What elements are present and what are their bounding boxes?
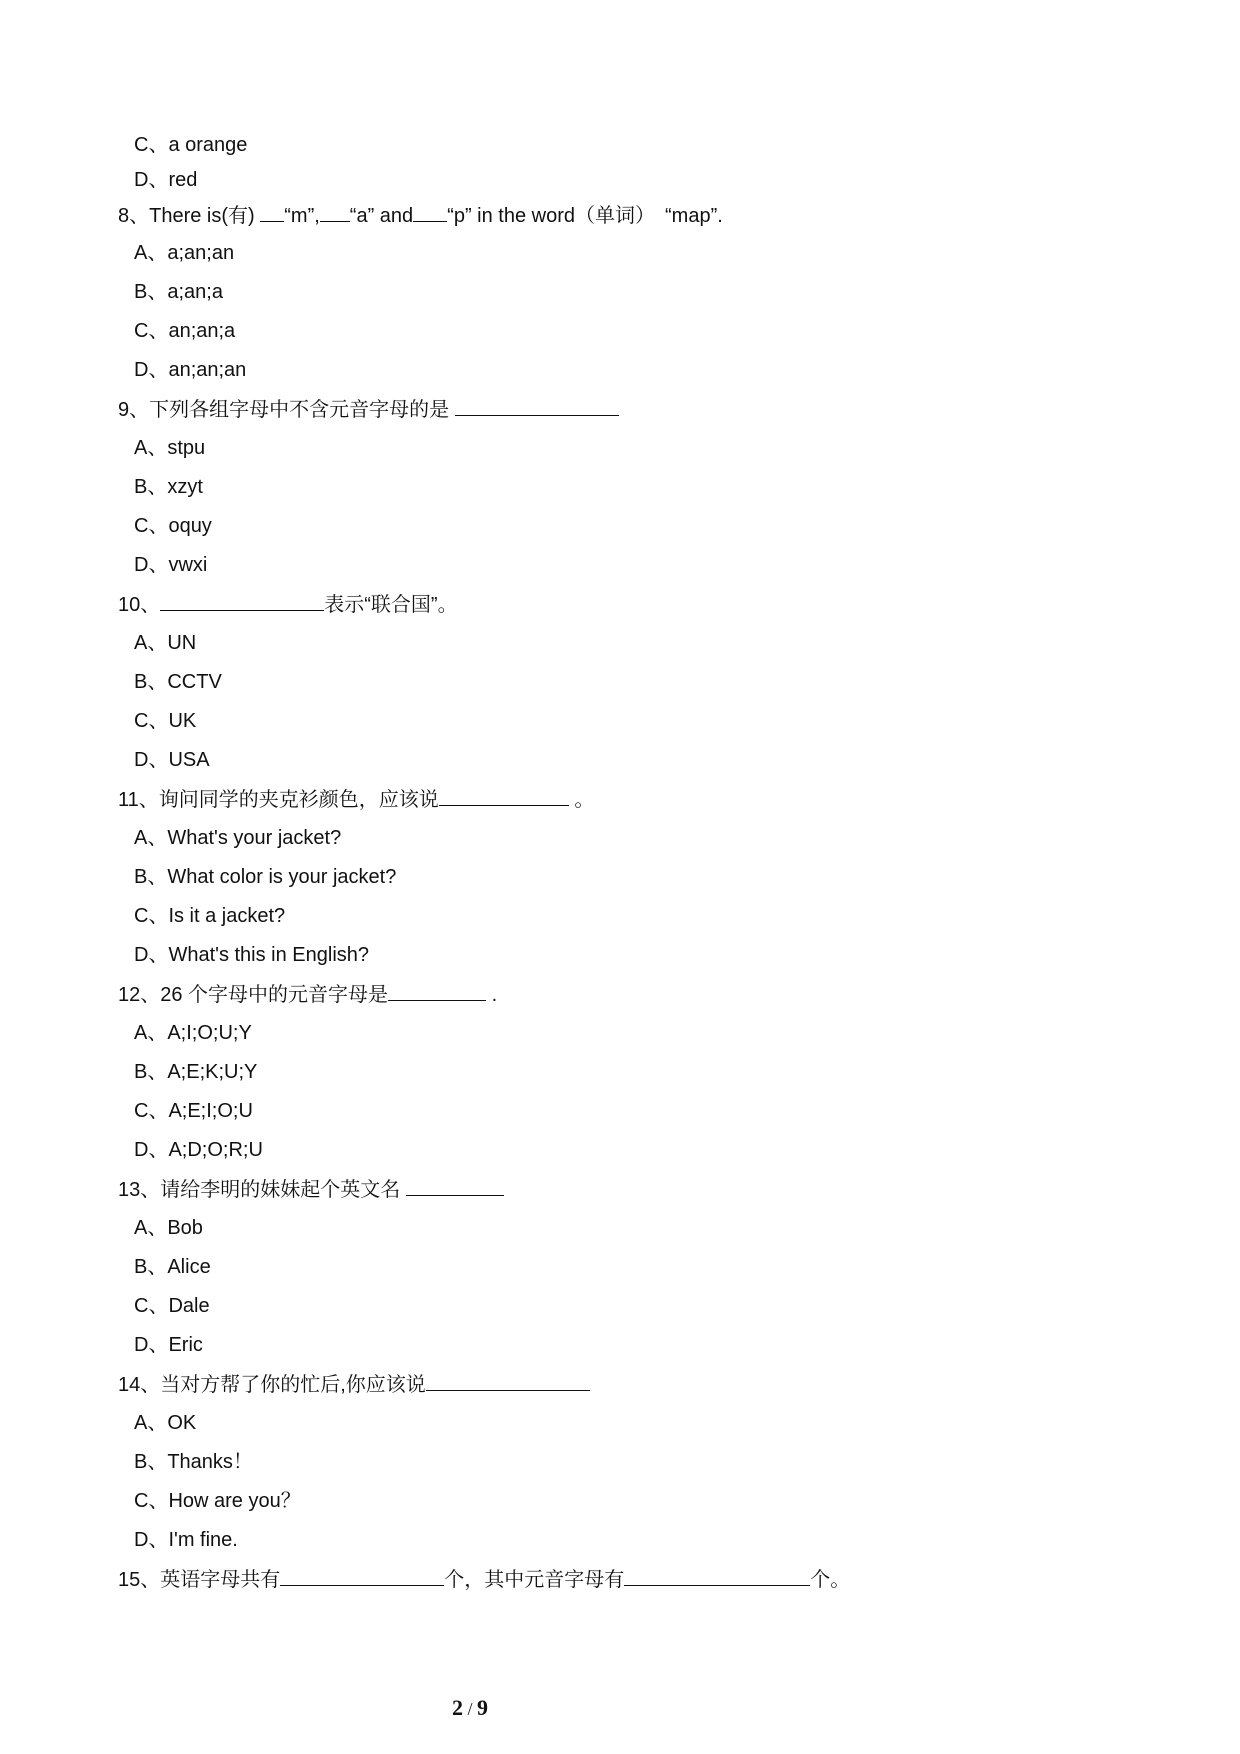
- option-8d: D、an;an;an: [134, 359, 247, 381]
- option-10d: D、USA: [134, 749, 210, 771]
- question-14: 14、当对方帮了你的忙后,你应该说: [118, 1372, 590, 1397]
- answer-blank[interactable]: [280, 1567, 444, 1586]
- option-14d: D、I'm fine.: [134, 1529, 238, 1551]
- question-15: 15、英语字母共有 个，其中元音字母有 个。: [118, 1569, 851, 1591]
- answer-blank[interactable]: [439, 787, 569, 806]
- option-11c: C、Is it a jacket?: [134, 905, 286, 927]
- page-total: 9: [477, 1695, 488, 1720]
- page-number: [0, 1695, 940, 1721]
- option-13d: D、Eric: [134, 1334, 203, 1356]
- question-10: 10、 表示“联合国”。: [118, 594, 458, 616]
- option-13a: A、Bob: [134, 1217, 203, 1239]
- option-9c: C、oquy: [134, 515, 212, 537]
- answer-blank[interactable]: [413, 203, 447, 222]
- answer-blank[interactable]: [160, 592, 324, 611]
- question-8: 8、There is(有) “m”, “a” and “p” in the word（单词） “map”.: [118, 205, 723, 227]
- option-14c: C、How are you？: [134, 1490, 301, 1512]
- option-9a: A、stpu: [134, 437, 206, 459]
- option-10b: B、CCTV: [134, 671, 222, 693]
- option-12b: B、A;E;K;U;Y: [134, 1061, 258, 1083]
- option-14a: A、OK: [134, 1412, 197, 1434]
- question-11: 11、询问同学的夹克衫颜色，应该说 。: [118, 789, 595, 811]
- option-8c: C、an;an;a: [134, 320, 236, 342]
- option-8a: A、a;an;an: [134, 242, 235, 264]
- option-9d: D、vwxi: [134, 554, 208, 576]
- answer-blank[interactable]: [320, 203, 350, 222]
- question-9: 9、下列各组字母中不含元音字母的是: [118, 397, 619, 422]
- answer-blank[interactable]: [624, 1567, 810, 1586]
- option-10c: C、UK: [134, 710, 197, 732]
- option-9b: B、xzyt: [134, 476, 203, 498]
- option-11d: D、What's this in English?: [134, 944, 370, 966]
- option-11b: B、What color is your jacket?: [134, 866, 397, 888]
- answer-blank[interactable]: [406, 1177, 504, 1196]
- option-13b: B、Alice: [134, 1256, 211, 1278]
- option-12d: D、A;D;O;R;U: [134, 1139, 263, 1161]
- option-10a: A、UN: [134, 632, 197, 654]
- option-8b: B、a;an;a: [134, 281, 223, 303]
- answer-blank[interactable]: [426, 1372, 590, 1391]
- question-13: 13、请给李明的妹妹起个英文名: [118, 1177, 504, 1202]
- page-separator: /: [462, 1699, 477, 1719]
- question-12: 12、26 个字母中的元音字母是 .: [118, 984, 498, 1006]
- option-13c: C、Dale: [134, 1295, 210, 1317]
- answer-blank[interactable]: [388, 982, 486, 1001]
- option-7d: D、red: [134, 169, 198, 191]
- answer-blank[interactable]: [260, 203, 284, 222]
- option-11a: A、What's your jacket?: [134, 827, 342, 849]
- option-12c: C、A;E;I;O;U: [134, 1100, 253, 1122]
- page-current: 2: [451, 1695, 463, 1720]
- option-14b: B、Thanks！: [134, 1451, 253, 1473]
- answer-blank[interactable]: [455, 397, 619, 416]
- option-7c: C、a orange: [134, 134, 248, 156]
- option-12a: A、A;I;O;U;Y: [134, 1022, 252, 1044]
